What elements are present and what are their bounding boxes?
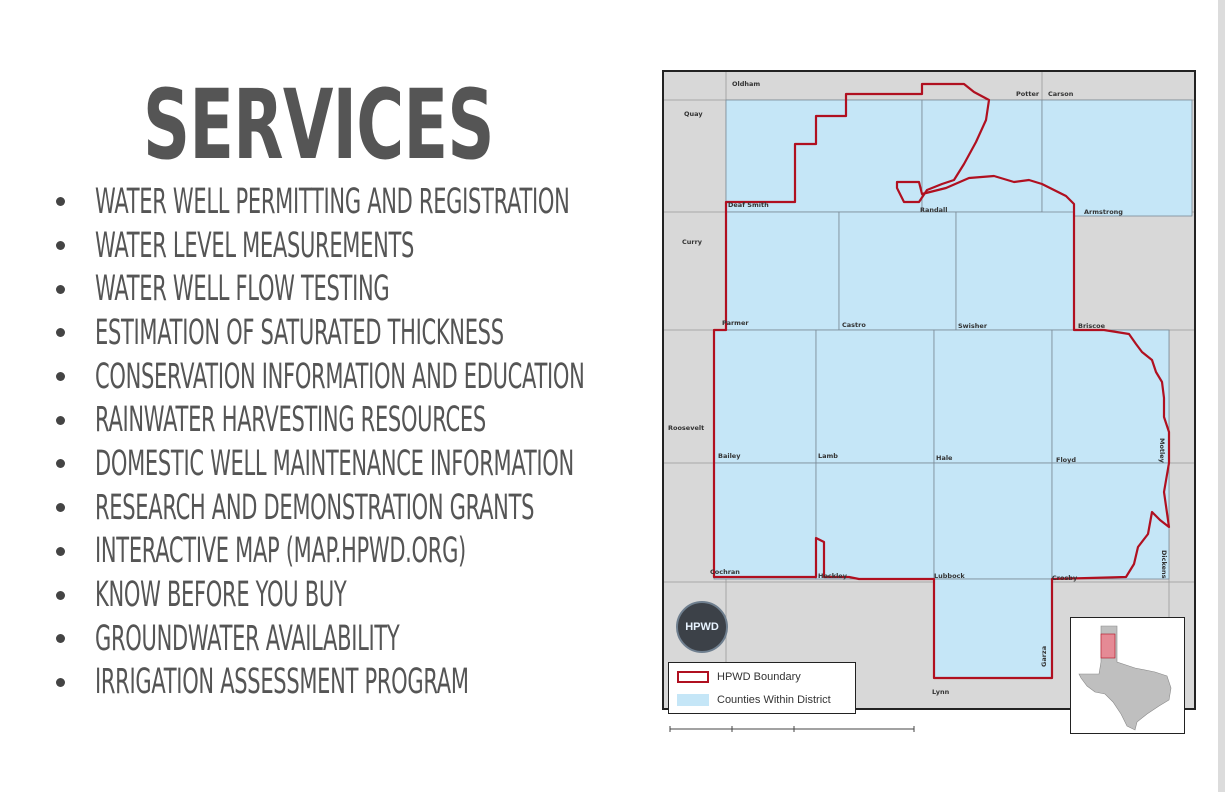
legend-boundary-label: HPWD Boundary [717,671,801,683]
county-label-lamb: Lamb [818,452,838,460]
county-label-castro: Castro [842,321,866,329]
county-label-curry: Curry [682,238,703,246]
county-label-roosevelt: Roosevelt [668,424,705,432]
service-text: GROUNDWATER AVAILABILITY [95,618,400,659]
district-counties [714,100,1192,678]
bullet-icon [56,328,65,337]
bullet-icon [56,591,65,600]
county-label-randall: Randall [920,206,948,214]
county-label-hockley: Hockley [818,572,847,580]
bullet-icon [56,503,65,512]
county-label-hale: Hale [936,454,953,462]
scale-bar [668,724,918,734]
district-map [662,70,1196,710]
county-label-lynn: Lynn [932,688,950,696]
legend-counties-label: Counties Within District [717,694,831,706]
county-label-parmer: Parmer [722,319,749,327]
county-label-deaf-smith: Deaf Smith [728,201,769,209]
page-title: SERVICES [143,69,494,181]
texas-inset-svg [1071,618,1183,732]
service-text: WATER WELL PERMITTING AND REGISTRATION [95,181,570,222]
bullet-icon [56,285,65,294]
service-text: DOMESTIC WELL MAINTENANCE INFORMATION [95,443,574,484]
bullet-icon [56,547,65,556]
hpwd-logo [676,601,728,653]
service-text: INTERACTIVE MAP (MAP.HPWD.ORG) [95,531,466,572]
county-label-oldham: Oldham [732,80,761,88]
bullet-icon [56,634,65,643]
counties-swatch [677,694,709,706]
county-label-lubbock: Lubbock [934,572,965,580]
service-text: KNOW BEFORE YOU BUY [95,575,347,616]
county-label-swisher: Swisher [958,322,988,330]
texas-inset-map [1070,617,1185,734]
legend-row-boundary [677,671,801,683]
bullet-icon [56,678,65,687]
legend-row-counties [677,694,831,706]
bullet-icon [56,372,65,381]
bullet-icon [56,459,65,468]
bullet-icon [56,241,65,250]
county-label-carson: Carson [1048,90,1074,98]
county-label-quay: Quay [684,110,703,118]
service-text: WATER WELL FLOW TESTING [95,269,390,310]
service-text: IRRIGATION ASSESSMENT PROGRAM [95,662,469,703]
map-legend [668,662,856,714]
service-text: RAINWATER HARVESTING RESOURCES [95,400,486,441]
map-svg [664,72,1194,708]
service-text: CONSERVATION INFORMATION AND EDUCATION [95,356,585,397]
district-highlight [1101,634,1115,658]
service-text: ESTIMATION OF SATURATED THICKNESS [95,312,504,353]
county-label-crosby: Crosby [1052,574,1078,582]
county-label-motley: Motley [1158,438,1166,463]
county-label-cochran: Cochran [710,568,740,576]
boundary-swatch [677,671,709,683]
county-label-briscoe: Briscoe [1078,322,1105,330]
bullet-icon [56,416,65,425]
county-label-floyd: Floyd [1056,456,1077,464]
county-label-garza: Garza [1040,645,1048,667]
county-label-dickens: Dickens [1160,550,1168,579]
service-text: RESEARCH AND DEMONSTRATION GRANTS [95,487,535,528]
texas-shape [1079,626,1171,730]
page-edge [1218,0,1225,792]
service-text: WATER LEVEL MEASUREMENTS [95,225,415,266]
bullet-icon [56,197,65,206]
county-label-potter: Potter [1016,90,1040,98]
logo-text: HPWD [685,621,719,633]
county-label-armstrong: Armstrong [1084,208,1123,216]
county-label-bailey: Bailey [718,452,741,460]
